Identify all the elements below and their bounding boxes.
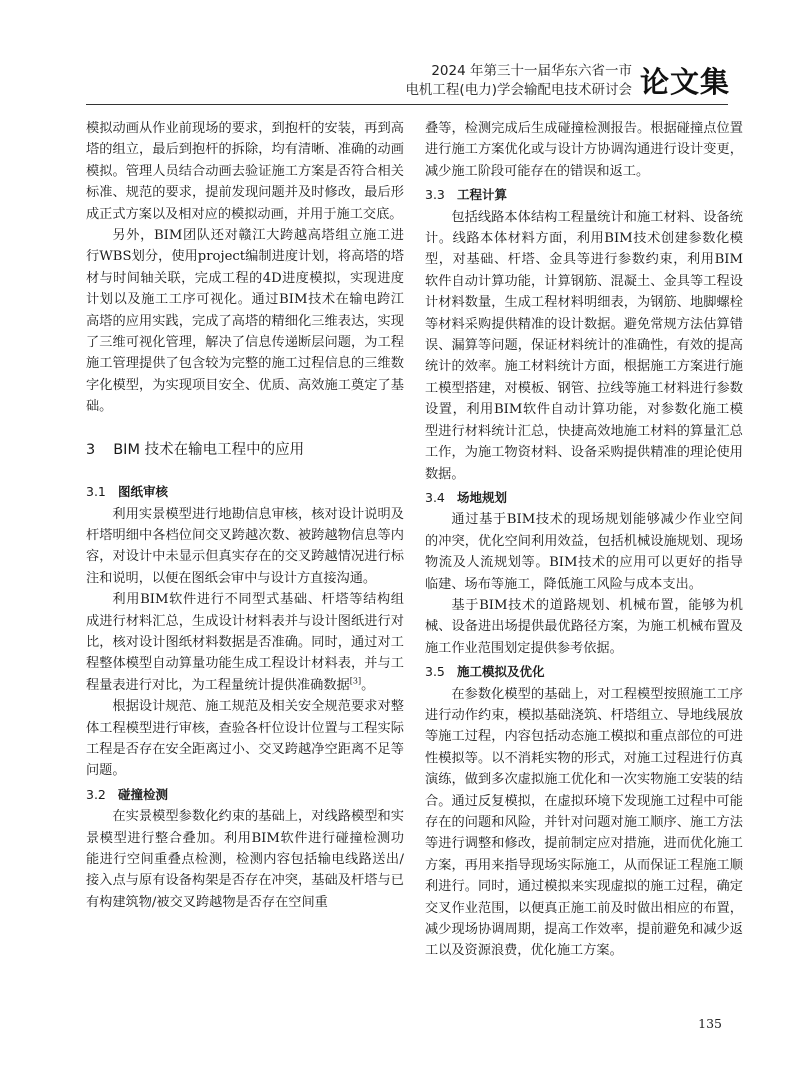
section-heading-3 xyxy=(86,440,404,461)
paragraph: 另外，BIM团队还对赣江大跨越高塔组立施工进行WBS划分，使用project编制进度计划，将高塔的塔材与时间轴关联，完成工程的4D进度模拟，实现进度计划以及施工工序可视化。通过BIM技术在输电跨江高塔的应用实践，完成了高塔的精细化三维表达，实现了三维可视化管理，解决了信息传递断层问题，为工程施工管理提供了包含较为完整的施工过程信息的三维数字化模型，为实现项目安全、优质、高效施工奠定了基础。 xyxy=(86,228,404,415)
subsection-title: 图纸审核 xyxy=(118,484,169,500)
subsection-heading-3-5 xyxy=(425,661,743,682)
conference-line-1: 2024 年第三十一届华东六省一市 xyxy=(431,62,632,79)
paragraph: 根据设计规范、施工规范及相关安全规范要求对整体工程模型进行审核，查验各杆位设计位置与工程实际工程是否存在安全距离过小、交叉跨越净空距离不足等问题。 xyxy=(86,699,404,779)
subsection-heading-3-4 xyxy=(425,487,743,508)
conference-line-2: 电机工程(电力)学会输配电技术研讨会 xyxy=(405,81,632,98)
running-header xyxy=(0,0,800,110)
paragraph: 模拟动画从作业前现场的要求，到抱杆的安装，再到高塔的组立，最后到抱杆的拆除，均有清晰、准确的动画模拟。管理人员结合动画去验证施工方案是否符合相关标准、规范的要求，提前发现问题并及时修改，最后形成正式方案以及相对应的模拟动画，并用于施工交底。 xyxy=(86,121,404,222)
paragraph: 基于BIM技术的道路规划、机械布置，能够为机械、设备进出场提供最优路径方案，为施工机械布置及施工作业范围划定提供参考依据。 xyxy=(425,597,743,656)
header-block xyxy=(405,60,730,101)
proceedings-title: 论文集 xyxy=(639,65,730,99)
conference-name xyxy=(405,62,632,100)
paragraph-text: 利用BIM软件进行不同型式基础、杆塔等结构组成进行材料汇总，生成设计材料表并与设计图纸进行对比，核对设计图纸材料数据是否准确。同时，通过对工程整体模型自动算量功能生成工程设计材料表，并与工程量表进行对比，为工程量统计提供准确数据 xyxy=(86,592,404,693)
paragraph: 包括线路本体结构工程量统计和施工材料、设备统计。线路本体材料方面，利用BIM技术创建参数化模型，对基础、杆塔、金具等进行参数约束，利用BIM软件自动计算功能，计算钢筋、混凝土、金具等工程设计材料数量，生成工程材料明细表，为钢筋、地脚螺栓等材料采购提供精准的设计数据。避免常规方法估算错误、漏算等问题，保证材料统计的准确性，有效的提高统计的效率。施工材料统计方面，根据施工方案进行施工模型搭建，对模板、钢管、拉线等施工材料进行参数设置，利用BIM软件自动计算功能，对参数化施工模型进行材料统计汇总，快捷高效地施工材料的算量汇总工作，为施工物资材料、设备采购提供精准的理论使用数据。 xyxy=(425,209,743,482)
subsection-heading-3-1 xyxy=(86,481,404,502)
citation-ref: [3] xyxy=(349,676,362,686)
section-number: 3 xyxy=(86,441,96,458)
subsection-title: 场地规划 xyxy=(457,489,508,505)
paragraph: 在参数化模型的基础上，对工程模型按照施工工序进行动作约束，模拟基础浇筑、杆塔组立、导地线展放等施工过程，内容包括动态施工模拟和重点部位的可进性模拟等。以不消耗实物的形式，对施工过程进行仿真演练，做到多次虚拟施工优化和一次实物施工安装的结合。通过反复模拟，在虚拟环境下发现施工过程中可能存在的问题和风险，并针对问题对施工顺序、施工方法等进行调整和修改，提前制定应对措施，进而优化施工方案，再用来指导现场实际施工，从而保证工程施工顺利进行。同时，通过模拟来实现虚拟的施工过程，确定交叉作业范围，以便真正施工前及时做出相应的布置，减少现场协调周期，提高工作效率，提前避免和减少返工以及资源浪费，优化施工方案。 xyxy=(425,686,743,959)
subsection-title: 工程计算 xyxy=(457,187,508,203)
subsection-heading-3-2 xyxy=(86,784,404,805)
page-number: 135 xyxy=(698,1016,722,1031)
paragraph: 叠等，检测完成后生成碰撞检测报告。根据碰撞点位置进行施工方案优化或与设计方协调沟通进行设计变更，减少施工阶段可能存在的错误和返工。 xyxy=(425,121,743,179)
right-column xyxy=(425,118,743,962)
section-title: BIM 技术在输电工程中的应用 xyxy=(113,441,305,458)
left-column xyxy=(86,118,404,913)
subsection-number: 3.4 xyxy=(425,489,445,505)
paragraph: 通过基于BIM技术的现场规划能够减少作业空间的冲突，优化空间利用效益，包括机械设施规划、现场物流及人流规划等。BIM技术的应用可以更好的指导临建、场布等施工，降低施工风险与成本支出。 xyxy=(425,512,743,592)
subsection-heading-3-3 xyxy=(425,184,743,205)
paragraph: 在实景模型参数化约束的基础上，对线路模型和实景模型进行整合叠加。利用BIM软件进行碰撞检测功能进行空间重叠点检测，检测内容包括输电线路送出/接入点与原有设备构架是否存在冲突，基础及杆塔与已有构建筑物/被交叉跨越物是否存在空间重 xyxy=(86,809,404,910)
subsection-number: 3.2 xyxy=(86,786,106,802)
paragraph xyxy=(86,589,404,696)
subsection-number: 3.1 xyxy=(86,484,106,500)
subsection-number: 3.5 xyxy=(425,664,445,680)
subsection-number: 3.3 xyxy=(425,187,445,203)
header-rule xyxy=(86,104,728,105)
subsection-title: 施工模拟及优化 xyxy=(457,664,545,680)
paragraph: 利用实景模型进行地勘信息审核，核对设计说明及杆塔明细中各档位间交叉跨越次数、被跨越物信息等内容，对设计中未显示但真实存在的交叉跨越情况进行标注和说明，以便在图纸会审中与设计方直接沟通。 xyxy=(86,506,404,586)
paragraph-end: 。 xyxy=(361,677,375,693)
subsection-title: 碰撞检测 xyxy=(118,786,169,802)
